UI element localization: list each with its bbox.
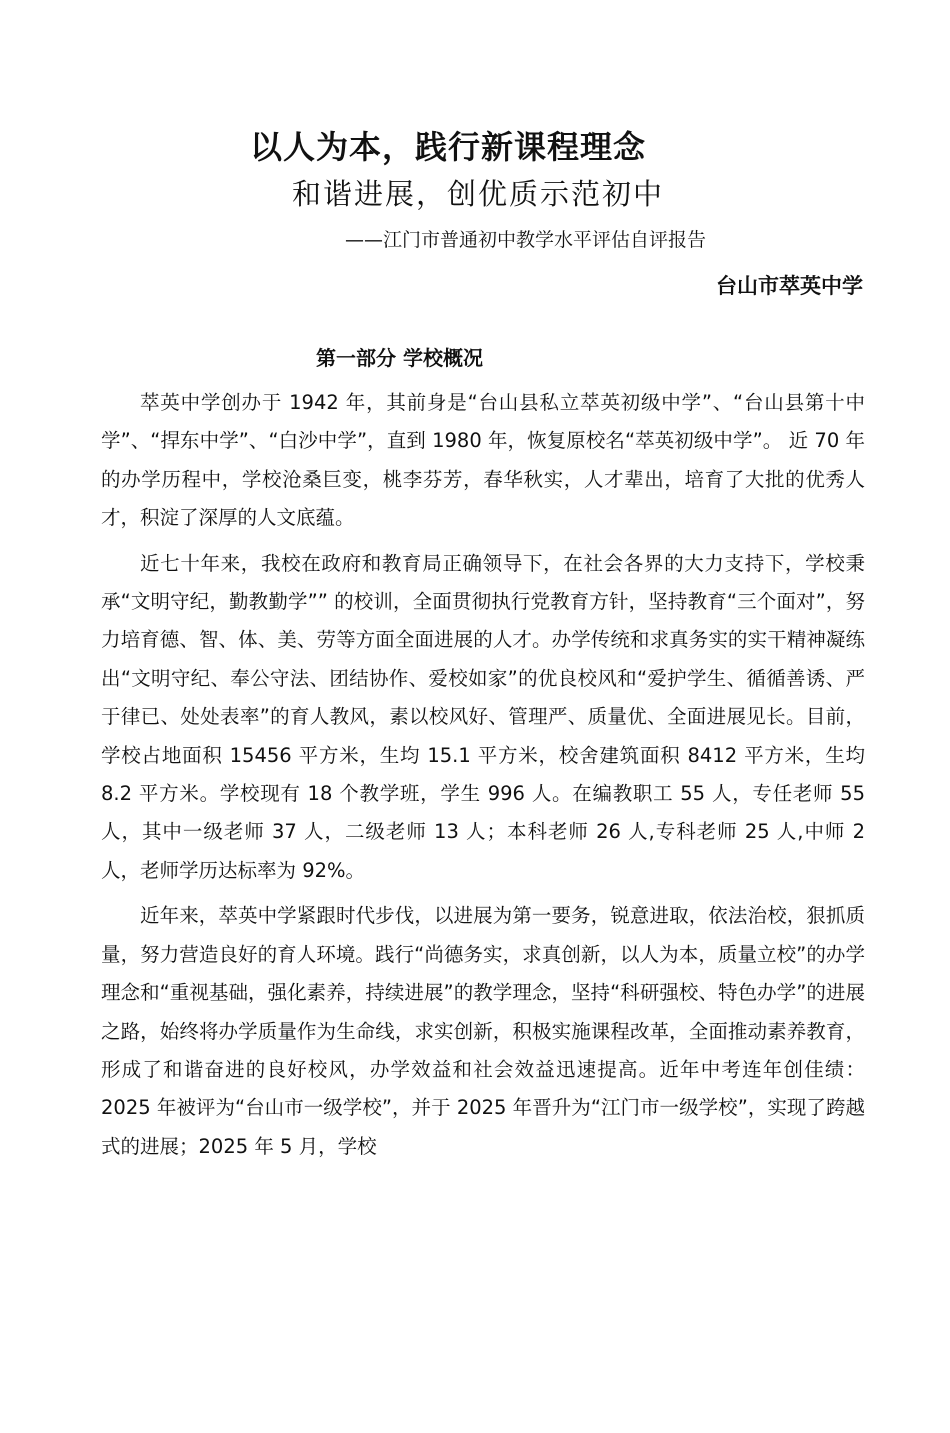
paragraph: 近年来，萃英中学紧跟时代步伐，以进展为第一要务，锐意进取，依法治校，狠抓质量，努力营造良好的育人环境。践行“尚德务实，求真创新，以人为本，质量立校”的办学理念和“重视基础，强化素养，持续进展”的教学理念，坚持“科研强校、特色办学”的进展之路，始终将办学质量作为生命线，求实创新，积极实施课程改革，全面推动素养教育，形成了和谐奋进的良好校风，办学效益和社会效益迅速提高。近年中考连年创佳绩：2025 年被评为“台山市一级学校”，并于 2025 年晋升为“江门市一级学校”，实现了跨越式的进展；2025 年 5 月，学校 — [101, 904, 865, 1158]
paragraph: 萃英中学创办于 1942 年，其前身是“台山县私立萃英初级中学”、“台山县第十中学”、“捍东中学”、“白沙中学”，直到 1980 年，恢复原校名“萃英初级中学”。 近 70 年的办学历程中，学校沧桑巨变，桃李芬芳，春华秋实，人才辈出，培育了大批的优秀人才，积淀了深厚的人文底蕴。 — [101, 391, 865, 530]
document-body — [101, 384, 865, 1173]
paragraph: 近七十年来，我校在政府和教育局正确领导下，在社会各界的大力支持下，学校秉承“文明守纪，勤教勤学”” 的校训，全面贯彻执行党教育方针，坚持教育“三个面对”，努力培育德、智、体、美、劳等方面全面进展的人才。办学传统和求真务实的实干精神凝练出“文明守纪、奉公守法、团结协作、爱校如家”的优良校风和“爱护学生、循循善诱、严于律已、处处表率”的育人教风，素以校风好、管理严、质量优、全面进展见长。目前，学校占地面积 15456 平方米，生均 15.1 平方米，校舍建筑面积 8412 平方米，生均 8.2 平方米。学校现有 18 个教学班，学生 996 人。在编教职工 55 人，专任老师 55 人，其中一级老师 37 人，二级老师 13 人；本科老师 26 人,专科老师 25 人,中师 2 人，老师学历达标率为 92%。 — [101, 551, 865, 882]
document-subtitle: 和谐进展，创优质示范初中 — [292, 177, 665, 211]
report-line: ——江门市普通初中教学水平评估自评报告 — [345, 229, 707, 251]
document-title: 以人为本，践行新课程理念 — [250, 128, 647, 166]
school-name: 台山市萃英中学 — [716, 274, 863, 298]
section-heading: 第一部分 学校概况 — [316, 346, 483, 370]
